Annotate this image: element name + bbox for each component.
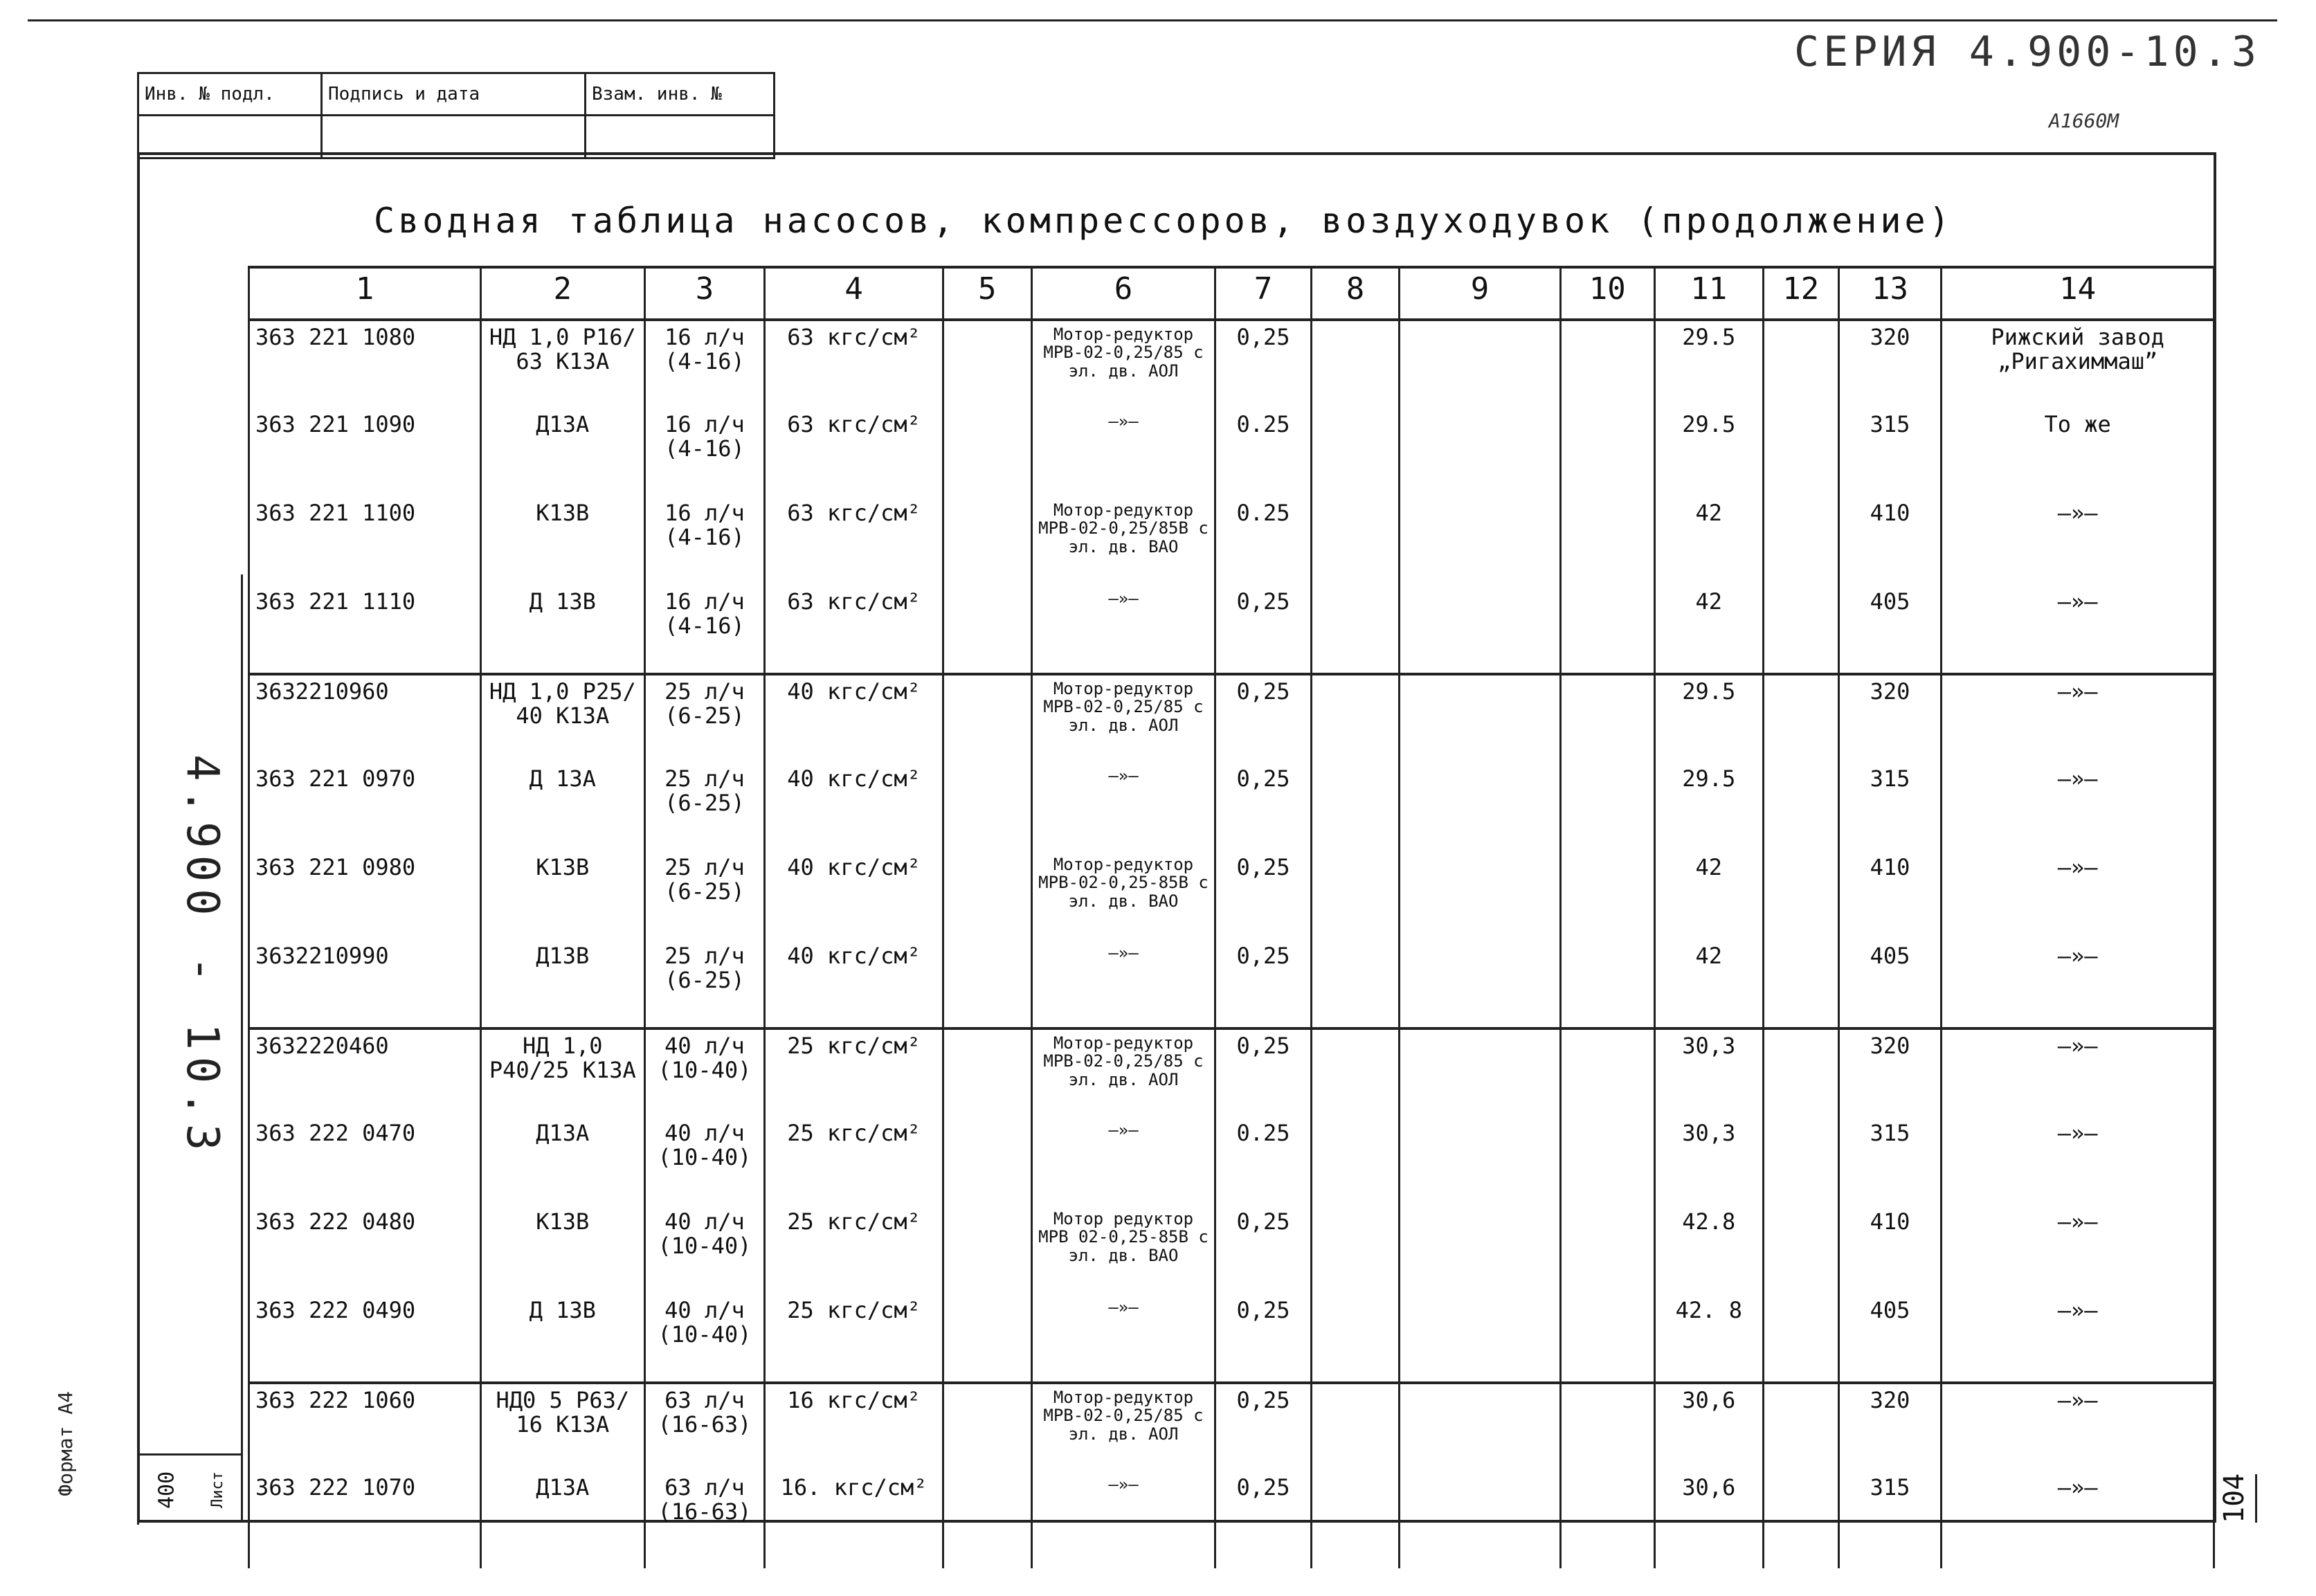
cell-c13: 410 <box>1838 1206 1942 1294</box>
cell-c14: —»— <box>1942 940 2214 1028</box>
sheet-label: Лист <box>209 1471 226 1509</box>
column-header: 1 <box>249 267 481 320</box>
cell-c2: Д13А <box>480 1471 644 1560</box>
cell-c6: —»— <box>1031 940 1215 1028</box>
empty-cell <box>480 1560 644 1568</box>
cell-c14: Рижский завод „Ригахиммаш” <box>1942 320 2214 408</box>
cell-c1: 363 221 0980 <box>249 851 481 940</box>
table-row <box>249 497 2214 586</box>
cell-c13: 315 <box>1838 1117 1942 1206</box>
cell-c7: 0.25 <box>1215 497 1311 586</box>
cell-c6: —»— <box>1031 1117 1215 1206</box>
empty-cell <box>1838 1560 1942 1568</box>
cell-c8 <box>1311 408 1400 497</box>
table-title: Сводная таблица насосов, компрессоров, воздуходувок (продолжение) <box>374 201 1953 241</box>
cell-c2: НД 1,0 Р16/ 63 К13А <box>480 320 644 408</box>
cell-c6: Мотор редуктор МРВ 02-0,25-85В с эл. дв. ВАО <box>1031 1206 1215 1294</box>
cell-c13: 315 <box>1838 763 1942 851</box>
cell-c12 <box>1763 1294 1838 1383</box>
empty-cell <box>1031 1560 1215 1568</box>
cell-c12 <box>1763 408 1838 497</box>
cell-c5 <box>943 763 1031 851</box>
table-row <box>249 408 2214 497</box>
cell-c7: 0.25 <box>1215 408 1311 497</box>
cell-c3: 40 л/ч (10-40) <box>644 1117 765 1206</box>
cell-c10 <box>1560 1471 1654 1560</box>
cell-c11: 30,3 <box>1654 1028 1763 1117</box>
approval-stamp <box>137 72 775 159</box>
cell-c11: 30,3 <box>1654 1117 1763 1206</box>
cell-c1: 363 222 1070 <box>249 1471 481 1560</box>
cell-c14: —»— <box>1942 1028 2214 1117</box>
empty-cell <box>1215 1560 1311 1568</box>
cell-c1: 363 222 1060 <box>249 1383 481 1471</box>
cell-c6: Мотор-редуктор МРВ-02-0,25/85 с эл. дв. АОЛ <box>1031 674 1215 763</box>
cell-c9 <box>1400 1117 1560 1206</box>
table-row <box>249 674 2214 763</box>
table-row <box>249 586 2214 674</box>
cell-c12 <box>1763 1383 1838 1471</box>
cell-c2: Д 13А <box>480 763 644 851</box>
cell-c2: Д 13В <box>480 586 644 674</box>
table-row <box>249 940 2214 1028</box>
cell-c12 <box>1763 674 1838 763</box>
cell-c14: —»— <box>1942 763 2214 851</box>
cell-c1: 363 221 1090 <box>249 408 481 497</box>
cell-c5 <box>943 851 1031 940</box>
empty-cell <box>1400 1560 1560 1568</box>
cell-c9 <box>1400 408 1560 497</box>
cell-c14: —»— <box>1942 1117 2214 1206</box>
cell-c11: 30,6 <box>1654 1471 1763 1560</box>
cell-c1: 363 222 0480 <box>249 1206 481 1294</box>
table-row <box>249 851 2214 940</box>
cell-c3: 40 л/ч (10-40) <box>644 1028 765 1117</box>
cell-c14: —»— <box>1942 674 2214 763</box>
column-header: 10 <box>1560 267 1654 320</box>
cell-c13: 405 <box>1838 1294 1942 1383</box>
cell-c14: —»— <box>1942 1294 2214 1383</box>
cell-c3: 16 л/ч (4-16) <box>644 408 765 497</box>
cell-c2: НД 1,0 Р25/ 40 К13А <box>480 674 644 763</box>
cell-c4: 63 кгс/см² <box>765 586 943 674</box>
cell-c2: НД0 5 Р63/ 16 К13А <box>480 1383 644 1471</box>
cell-c6: Мотор-редуктор МРВ-02-0,25/85 с эл. дв. АОЛ <box>1031 1028 1215 1117</box>
cell-c13: 320 <box>1838 1383 1942 1471</box>
table-row <box>249 1471 2214 1560</box>
cell-c7: 0,25 <box>1215 940 1311 1028</box>
table-header-row <box>249 267 2214 320</box>
cell-c14: —»— <box>1942 851 2214 940</box>
stamp-inv-no <box>139 74 323 157</box>
cell-c5 <box>943 320 1031 408</box>
cell-c4: 40 кгс/см² <box>765 763 943 851</box>
cell-c11: 42. 8 <box>1654 1294 1763 1383</box>
cell-c5 <box>943 940 1031 1028</box>
empty-cell <box>1942 1560 2214 1568</box>
cell-c1: 363 221 0970 <box>249 763 481 851</box>
cell-c8 <box>1311 1206 1400 1294</box>
cell-c4: 40 кгс/см² <box>765 940 943 1028</box>
cell-c10 <box>1560 497 1654 586</box>
cell-c4: 25 кгс/см² <box>765 1294 943 1383</box>
cell-c5 <box>943 1471 1031 1560</box>
column-header: 2 <box>480 267 644 320</box>
cell-c1: 363 221 1080 <box>249 320 481 408</box>
vertical-document-code: 4.900 - 10.3 <box>177 754 228 1158</box>
cell-c12 <box>1763 497 1838 586</box>
cell-c3: 63 л/ч (16-63) <box>644 1471 765 1560</box>
cell-c12 <box>1763 320 1838 408</box>
cell-c13: 320 <box>1838 320 1942 408</box>
cell-c6: Мотор-редуктор МРВ-02-0,25/85 с эл. дв. АОЛ <box>1031 320 1215 408</box>
cell-c5 <box>943 1383 1031 1471</box>
cell-c9 <box>1400 1028 1560 1117</box>
cell-c7: 0,25 <box>1215 763 1311 851</box>
cell-c5 <box>943 408 1031 497</box>
cell-c9 <box>1400 851 1560 940</box>
cell-c4: 16. кгс/см² <box>765 1471 943 1560</box>
cell-c2: К13В <box>480 1206 644 1294</box>
cell-c8 <box>1311 674 1400 763</box>
cell-c4: 16 кгс/см² <box>765 1383 943 1471</box>
cell-c9 <box>1400 763 1560 851</box>
cell-c12 <box>1763 940 1838 1028</box>
cell-c14: —»— <box>1942 586 2214 674</box>
cell-c9 <box>1400 674 1560 763</box>
cell-c7: 0,25 <box>1215 586 1311 674</box>
cell-c3: 40 л/ч (10-40) <box>644 1206 765 1294</box>
cell-c6: —»— <box>1031 586 1215 674</box>
cell-c10 <box>1560 1383 1654 1471</box>
cell-c10 <box>1560 940 1654 1028</box>
cell-c12 <box>1763 1471 1838 1560</box>
cell-c12 <box>1763 586 1838 674</box>
cell-c4: 40 кгс/см² <box>765 674 943 763</box>
cell-c7: 0,25 <box>1215 1471 1311 1560</box>
cell-c3: 25 л/ч (6-25) <box>644 851 765 940</box>
cell-c13: 410 <box>1838 497 1942 586</box>
cell-c5 <box>943 674 1031 763</box>
cell-c7: 0,25 <box>1215 1206 1311 1294</box>
cell-c5 <box>943 1117 1031 1206</box>
cell-c12 <box>1763 851 1838 940</box>
stamp-inv-no-label: Инв. № подл. <box>139 74 320 116</box>
cell-c1: 3632210990 <box>249 940 481 1028</box>
cell-c8 <box>1311 1294 1400 1383</box>
cell-c1: 3632210960 <box>249 674 481 763</box>
cell-c13: 320 <box>1838 674 1942 763</box>
cell-c7: 0,25 <box>1215 1028 1311 1117</box>
cell-c9 <box>1400 1471 1560 1560</box>
cell-c14: То же <box>1942 408 2214 497</box>
cell-c10 <box>1560 1028 1654 1117</box>
cell-c6: —»— <box>1031 1471 1215 1560</box>
pumps-table <box>248 266 2215 1568</box>
cell-c1: 363 221 1110 <box>249 586 481 674</box>
cell-c5 <box>943 1294 1031 1383</box>
cell-c5 <box>943 1028 1031 1117</box>
cell-c12 <box>1763 1028 1838 1117</box>
cell-c2: Д13А <box>480 408 644 497</box>
empty-cell <box>943 1560 1031 1568</box>
cell-c3: 63 л/ч (16-63) <box>644 1383 765 1471</box>
cell-c4: 63 кгс/см² <box>765 320 943 408</box>
cell-c12 <box>1763 1206 1838 1294</box>
cell-c2: Д 13В <box>480 1294 644 1383</box>
cell-c14: —»— <box>1942 1471 2214 1560</box>
cell-c3: 16 л/ч (4-16) <box>644 586 765 674</box>
cell-c3: 16 л/ч (4-16) <box>644 497 765 586</box>
cell-c6: —»— <box>1031 763 1215 851</box>
cell-c8 <box>1311 1471 1400 1560</box>
column-header: 4 <box>765 267 943 320</box>
cell-c5 <box>943 497 1031 586</box>
column-header: 14 <box>1942 267 2214 320</box>
cell-c13: 315 <box>1838 1471 1942 1560</box>
sheet-number: 400 <box>137 1456 194 1525</box>
cell-c10 <box>1560 763 1654 851</box>
cell-c2: Д13А <box>480 1117 644 1206</box>
cell-c11: 42 <box>1654 940 1763 1028</box>
cell-c1: 363 222 0490 <box>249 1294 481 1383</box>
empty-cell <box>249 1560 481 1568</box>
cell-c11: 29.5 <box>1654 763 1763 851</box>
cell-c6: —»— <box>1031 1294 1215 1383</box>
column-header: 6 <box>1031 267 1215 320</box>
column-header: 7 <box>1215 267 1311 320</box>
column-header: 8 <box>1311 267 1400 320</box>
cell-c8 <box>1311 851 1400 940</box>
cell-c6: Мотор-редуктор МРВ-02-0,25/85В с эл. дв. ВАО <box>1031 497 1215 586</box>
cell-c9 <box>1400 1206 1560 1294</box>
sheet-number-box <box>137 1453 241 1525</box>
cell-c9 <box>1400 1383 1560 1471</box>
cell-c8 <box>1311 940 1400 1028</box>
empty-cell <box>644 1560 765 1568</box>
empty-cell <box>765 1560 943 1568</box>
table-row <box>249 1117 2214 1206</box>
cell-c8 <box>1311 1028 1400 1117</box>
table-filler-row <box>249 1560 2214 1568</box>
column-header: 11 <box>1654 267 1763 320</box>
column-header: 13 <box>1838 267 1942 320</box>
cell-c9 <box>1400 586 1560 674</box>
cell-c6: Мотор-редуктор МРВ-02-0,25/85 с эл. дв. АОЛ <box>1031 1383 1215 1471</box>
cell-c9 <box>1400 1294 1560 1383</box>
cell-c8 <box>1311 1117 1400 1206</box>
table-row <box>249 1206 2214 1294</box>
cell-c6: —»— <box>1031 408 1215 497</box>
cell-c10 <box>1560 1294 1654 1383</box>
column-header: 3 <box>644 267 765 320</box>
cell-c1: 3632220460 <box>249 1028 481 1117</box>
cell-c11: 42.8 <box>1654 1206 1763 1294</box>
cell-c4: 25 кгс/см² <box>765 1206 943 1294</box>
cell-c4: 63 кгс/см² <box>765 408 943 497</box>
cell-c4: 25 кгс/см² <box>765 1028 943 1117</box>
stamp-vzam-inv-label: Взам. инв. № <box>586 74 773 116</box>
page-number: 104 <box>2214 1474 2257 1523</box>
table-body <box>249 320 2214 1568</box>
table-row <box>249 1294 2214 1383</box>
cell-c2: НД 1,0 Р40/25 К13А <box>480 1028 644 1117</box>
cell-c4: 25 кгс/см² <box>765 1117 943 1206</box>
empty-cell <box>1654 1560 1763 1568</box>
stamp-vzam-inv <box>586 74 773 157</box>
cell-c2: К13В <box>480 497 644 586</box>
cell-c7: 0,25 <box>1215 1383 1311 1471</box>
cell-c7: 0,25 <box>1215 674 1311 763</box>
cell-c9 <box>1400 940 1560 1028</box>
cell-c12 <box>1763 763 1838 851</box>
cell-c14: —»— <box>1942 497 2214 586</box>
cell-c7: 0,25 <box>1215 320 1311 408</box>
cell-c13: 410 <box>1838 851 1942 940</box>
cell-c7: 0.25 <box>1215 1117 1311 1206</box>
cell-c5 <box>943 1206 1031 1294</box>
cell-c3: 25 л/ч (6-25) <box>644 674 765 763</box>
cell-c8 <box>1311 320 1400 408</box>
table-row <box>249 1028 2214 1117</box>
empty-cell <box>1560 1560 1654 1568</box>
cell-c11: 42 <box>1654 851 1763 940</box>
cell-c10 <box>1560 851 1654 940</box>
cell-c14: —»— <box>1942 1206 2214 1294</box>
cell-c11: 42 <box>1654 586 1763 674</box>
cell-c8 <box>1311 1383 1400 1471</box>
cell-c12 <box>1763 1117 1838 1206</box>
sheet-code: А1660М <box>2049 109 2119 132</box>
cell-c13: 405 <box>1838 940 1942 1028</box>
series-label: СЕРИЯ 4.900-10.3 <box>1794 28 2261 76</box>
column-header: 12 <box>1763 267 1838 320</box>
cell-c11: 42 <box>1654 497 1763 586</box>
cell-c6: Мотор-редуктор МРВ-02-0,25-85В с эл. дв. ВАО <box>1031 851 1215 940</box>
cell-c11: 30,6 <box>1654 1383 1763 1471</box>
cell-c3: 16 л/ч (4-16) <box>644 320 765 408</box>
column-header: 9 <box>1400 267 1560 320</box>
empty-cell <box>1763 1560 1838 1568</box>
cell-c10 <box>1560 320 1654 408</box>
table-row <box>249 320 2214 408</box>
cell-c4: 63 кгс/см² <box>765 497 943 586</box>
cell-c3: 25 л/ч (6-25) <box>644 940 765 1028</box>
cell-c5 <box>943 586 1031 674</box>
cell-c8 <box>1311 497 1400 586</box>
cell-c2: К13В <box>480 851 644 940</box>
cell-c1: 363 221 1100 <box>249 497 481 586</box>
empty-cell <box>1311 1560 1400 1568</box>
cell-c1: 363 222 0470 <box>249 1117 481 1206</box>
cell-c3: 25 л/ч (6-25) <box>644 763 765 851</box>
cell-c7: 0,25 <box>1215 1294 1311 1383</box>
cell-c7: 0,25 <box>1215 851 1311 940</box>
cell-c8 <box>1311 763 1400 851</box>
top-border-line <box>28 19 2277 21</box>
cell-c13: 315 <box>1838 408 1942 497</box>
cell-c13: 405 <box>1838 586 1942 674</box>
cell-c8 <box>1311 586 1400 674</box>
cell-c11: 29.5 <box>1654 408 1763 497</box>
stamp-sign-date <box>323 74 586 157</box>
cell-c10 <box>1560 1206 1654 1294</box>
cell-c11: 29.5 <box>1654 320 1763 408</box>
cell-c3: 40 л/ч (10-40) <box>644 1294 765 1383</box>
cell-c10 <box>1560 674 1654 763</box>
cell-c9 <box>1400 320 1560 408</box>
cell-c2: Д13В <box>480 940 644 1028</box>
cell-c11: 29.5 <box>1654 674 1763 763</box>
column-header: 5 <box>943 267 1031 320</box>
cell-c10 <box>1560 586 1654 674</box>
table-row <box>249 763 2214 851</box>
cell-c4: 40 кгс/см² <box>765 851 943 940</box>
cell-c9 <box>1400 497 1560 586</box>
table-row <box>249 1383 2214 1471</box>
cell-c10 <box>1560 408 1654 497</box>
cell-c10 <box>1560 1117 1654 1206</box>
cell-c13: 320 <box>1838 1028 1942 1117</box>
format-label: Формат А4 <box>54 1391 77 1496</box>
stamp-sign-date-label: Подпись и дата <box>323 74 584 116</box>
cell-c14: —»— <box>1942 1383 2214 1471</box>
